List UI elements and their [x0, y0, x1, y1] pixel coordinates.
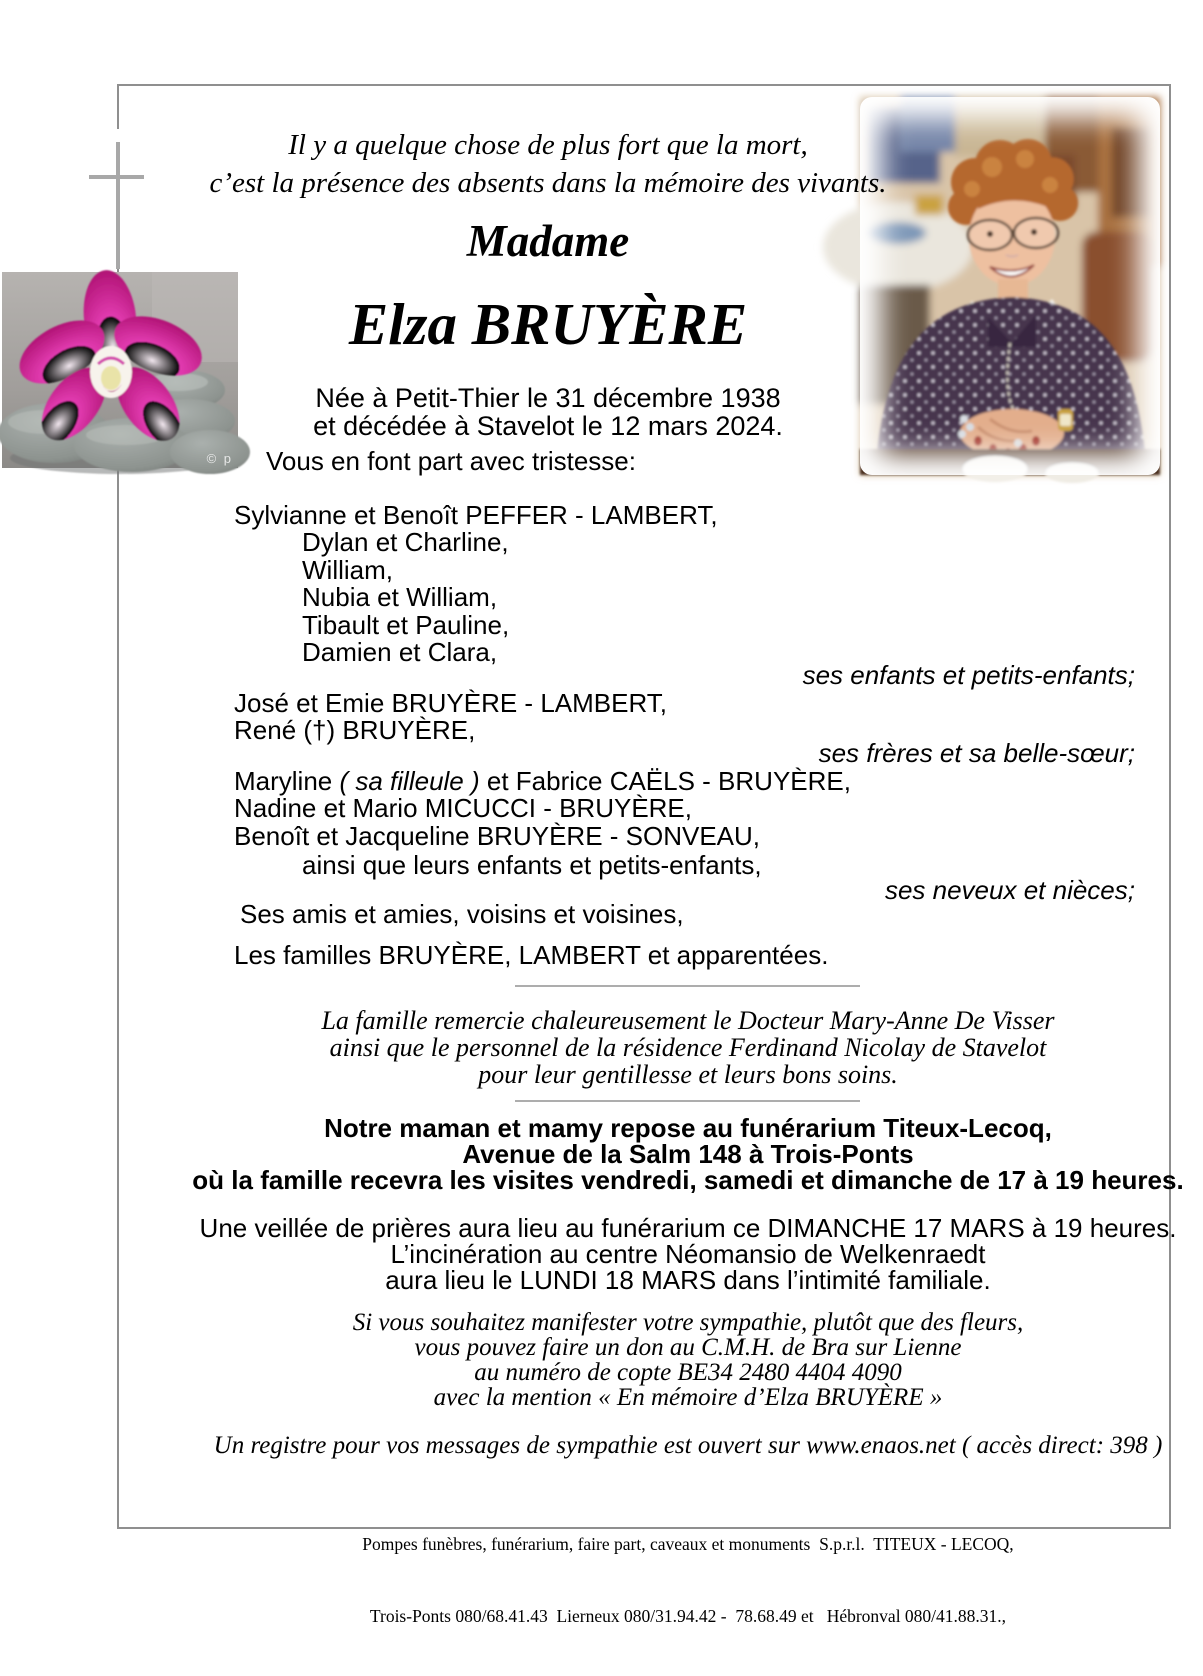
memorial-quote — [148, 126, 948, 202]
family-line-nephew-2: Benoît et Jacqueline BRUYÈRE - SONVEAU, — [234, 821, 761, 851]
repose-line-3: où la famille recevra les visites vendredi, samedi et dimanche de 17 à 19 heures. — [192, 1165, 1184, 1195]
divider-bottom — [515, 1100, 860, 1102]
title-madame: Madame — [466, 216, 630, 266]
funeral-home-footer — [188, 1484, 1188, 1676]
family-line-families: Les familles BRUYÈRE, LAMBERT et apparentées. — [234, 940, 829, 970]
repose-notice — [188, 1115, 1188, 1193]
donation-line-1: Si vous souhaitez manifester votre sympathie, plutôt que des fleurs, — [352, 1309, 1024, 1336]
thanks-line-1: La famille remercie chaleureusement le Docteur Mary-Anne De Visser — [321, 1006, 1055, 1035]
family-line-couple1: Sylvianne et Benoît PEFFER - LAMBERT, — [234, 500, 718, 530]
family-line-child-2: William, — [302, 555, 393, 585]
family-line-nephew-3: ainsi que leurs enfants et petits-enfants, — [302, 850, 762, 880]
relation-label-siblings: ses frères et sa belle-sœur; — [818, 738, 1135, 768]
maryline-name: Maryline — [234, 766, 340, 796]
quote-line-1: Il y a quelque chose de plus fort que la mort, — [288, 129, 808, 161]
register-line: Un registre pour vos messages de sympathie est ouvert sur www.enaos.net ( accès direct: 398 ) — [213, 1432, 1163, 1459]
funeral-home-line-2: Trois-Ponts 080/68.41.43 Lierneux 080/31.94.42 - 78.68.49 et Hébronval 080/41.88.31., — [369, 1606, 1007, 1626]
ceremony-notice — [188, 1215, 1188, 1293]
birth-line: Née à Petit-Thier le 31 décembre 1938 — [315, 383, 781, 413]
thanks-paragraph — [188, 1007, 1188, 1088]
family-line-sibling-2: René (†) BRUYÈRE, — [234, 715, 476, 745]
death-line: et décédée à Stavelot le 12 mars 2024. — [313, 411, 783, 441]
donation-paragraph — [188, 1310, 1188, 1410]
repose-line-1: Notre maman et mamy repose au funérarium Titeux-Lecoq, — [324, 1113, 1052, 1143]
family-line-sibling-1: José et Emie BRUYÈRE - LAMBERT, — [234, 688, 667, 718]
ceremony-line-1: Une veillée de prières aura lieu au funérarium ce DIMANCHE 17 MARS à 19 heures. — [199, 1213, 1177, 1243]
family-line-child-3: Nubia et William, — [302, 582, 498, 612]
family-line-nephew-1: Nadine et Mario MICUCCI - BRUYÈRE, — [234, 793, 692, 823]
ceremony-line-3: aura lieu le LUNDI 18 MARS dans l’intimité familiale. — [385, 1265, 991, 1295]
donation-line-4: avec la mention « En mémoire d’Elza BRUYÈRE » — [433, 1384, 943, 1411]
quote-line-2: c’est la présence des absents dans la mémoire des vivants. — [209, 167, 887, 199]
family-line-friends: Ses amis et amies, voisins et voisines, — [240, 899, 684, 929]
ceremony-line-2: L’incinération au centre Néomansio de Welkenraedt — [390, 1239, 986, 1269]
thanks-line-3: pour leur gentillesse et leurs bons soins. — [478, 1060, 898, 1089]
cross-vertical-bar — [116, 142, 120, 269]
family-line-child-5: Damien et Clara, — [302, 637, 498, 667]
donation-line-3: au numéro de copte BE34 2480 4404 4090 — [474, 1359, 902, 1386]
relation-label-children: ses enfants et petits-enfants; — [802, 660, 1135, 690]
family-line-child-4: Tibault et Pauline, — [302, 610, 510, 640]
repose-line-2: Avenue de la Salm 148 à Trois-Ponts — [462, 1139, 914, 1169]
deceased-name: Elza BRUYÈRE — [348, 291, 748, 357]
funeral-home-line-1: Pompes funèbres, funérarium, faire part, caveaux et monuments S.p.r.l. TITEUX - LECOQ, — [362, 1534, 1014, 1554]
donation-line-2: vous pouvez faire un don au C.M.H. de Bra sur Lienne — [414, 1334, 962, 1361]
cross-horizontal-bar — [89, 175, 144, 179]
announcement-line: Vous en font part avec tristesse: — [266, 446, 636, 476]
family-line-child-1: Dylan et Charline, — [302, 527, 509, 557]
copyright-watermark-icon: © p — [206, 451, 233, 466]
maryline-rest: et Fabrice CAËLS - BRUYÈRE, — [479, 766, 851, 796]
relation-label-nephews: ses neveux et nièces; — [884, 875, 1135, 905]
thanks-line-2: ainsi que le personnel de la résidence Ferdinand Nicolay de Stavelot — [329, 1033, 1047, 1062]
vital-dates — [148, 384, 948, 440]
divider-top — [515, 985, 860, 987]
maryline-goddaughter-note: ( sa filleule ) — [339, 766, 480, 796]
